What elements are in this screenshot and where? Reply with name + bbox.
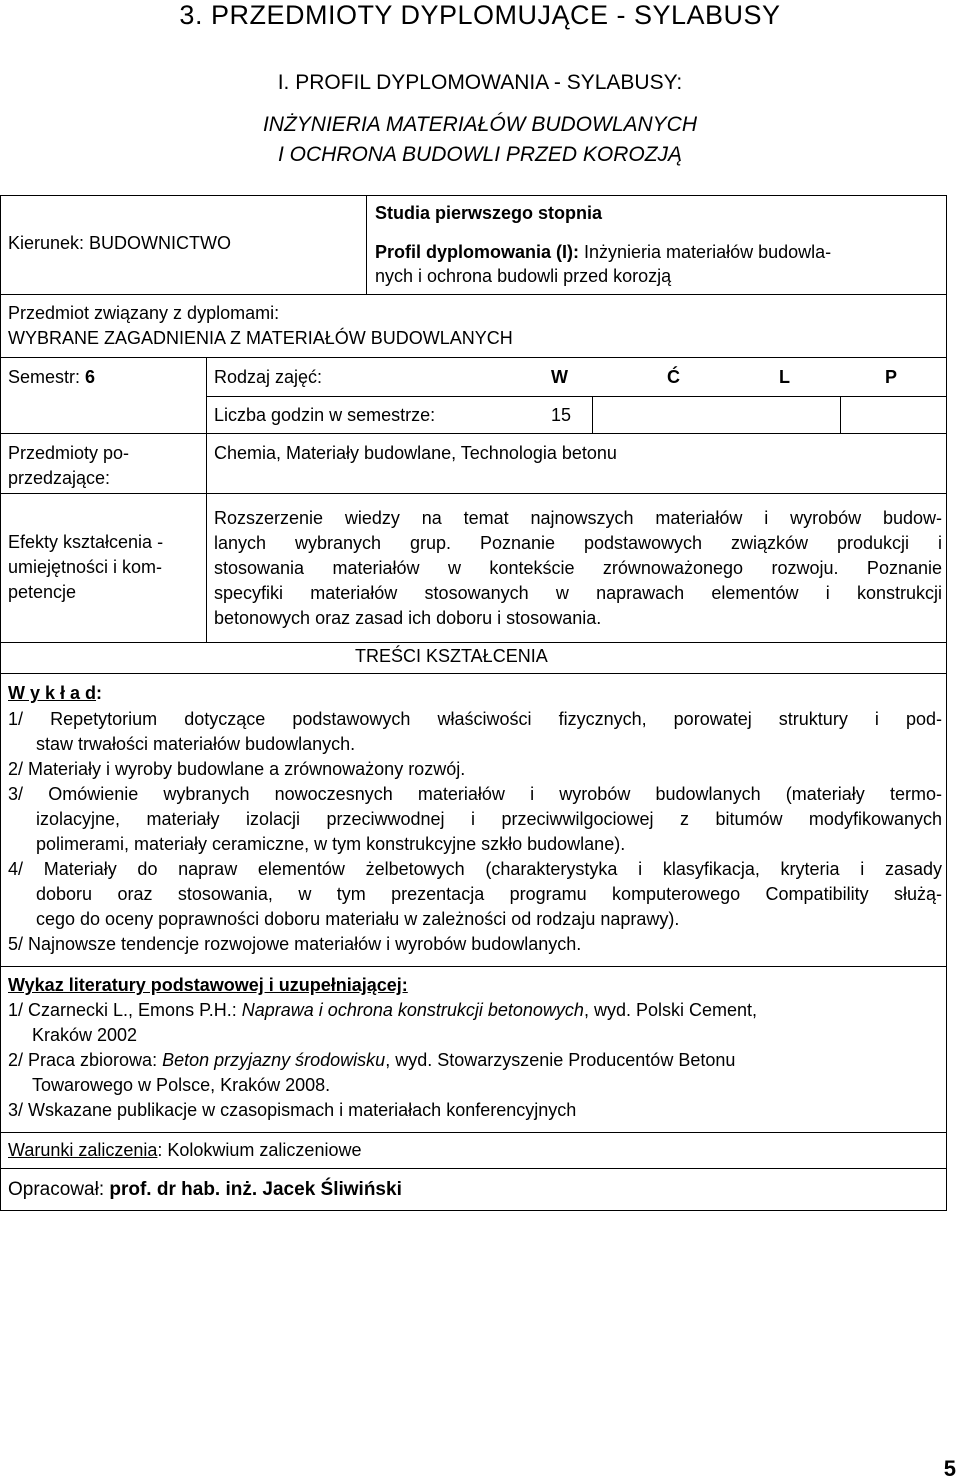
page-number: 5 bbox=[943, 1456, 956, 1481]
divider bbox=[840, 396, 841, 434]
class-type-label: Rodzaj zajęć: bbox=[214, 367, 323, 387]
divider bbox=[592, 396, 593, 434]
divider bbox=[0, 433, 947, 434]
literature-list bbox=[8, 998, 942, 1123]
effects-line: specyfiki materiałów stosowanych w naprawach elementów i konstrukcji bbox=[214, 583, 942, 603]
prereq-value: Chemia, Materiały budowlane, Technologia betonu bbox=[214, 443, 617, 463]
effects-line: lanych wybranych grup. Poznanie podstawowych związków produkcji i bbox=[214, 533, 942, 553]
class-type-c: Ć bbox=[667, 367, 680, 387]
literature-item bbox=[8, 998, 942, 1048]
author bbox=[8, 1177, 402, 1202]
semester bbox=[8, 365, 95, 390]
literature-item bbox=[8, 1098, 942, 1123]
author-label: Opracował: bbox=[8, 1179, 110, 1200]
kierunek bbox=[8, 231, 231, 256]
effects-label-line-1: Efekty kształcenia - bbox=[8, 532, 164, 552]
lecture-item-line: polimerami, materiały ceramiczne, w tym konstrukcyjne szkło budowlane). bbox=[36, 834, 626, 854]
assessment bbox=[8, 1138, 361, 1163]
lecture-label: W y k ł a d bbox=[8, 683, 97, 703]
lecture-item bbox=[8, 707, 942, 757]
divider bbox=[0, 642, 947, 643]
lecture-item bbox=[8, 857, 942, 932]
prereq-label bbox=[8, 441, 129, 491]
page-title: 3. PRZEDMIOTY DYPLOMUJĄCE - SYLABUSY bbox=[179, 0, 781, 30]
divider bbox=[0, 1168, 947, 1169]
prereq-label-line-2: przedzające: bbox=[8, 468, 111, 488]
literature-item bbox=[8, 1048, 942, 1098]
divider bbox=[366, 195, 367, 295]
author-name: prof. dr hab. inż. Jacek Śliwiński bbox=[109, 1179, 402, 1200]
effects-line: Rozszerzenie wiedzy na temat najnowszych materiałów i wyrobów budow- bbox=[214, 508, 942, 528]
assessment-value: : Kolokwium zaliczeniowe bbox=[157, 1140, 362, 1160]
divider bbox=[0, 966, 947, 967]
literature-item-line: 3/ Wskazane publikacje w czasopismach i materiałach konferencyjnych bbox=[8, 1100, 577, 1120]
divider bbox=[0, 1132, 947, 1133]
literature-author: 1/ Czarnecki L., Emons P.H.: bbox=[8, 1000, 242, 1020]
profile-value-line-2: nych i ochrona budowli przed korozją bbox=[375, 266, 672, 286]
profile-label: Profil dyplomowania (I): bbox=[375, 242, 585, 262]
lecture-item bbox=[8, 782, 942, 857]
lecture-item-line: doboru oraz stosowania, w tym prezentacja programu komputerowego Compatibility służą- bbox=[36, 884, 942, 904]
semester-value: 6 bbox=[85, 367, 96, 387]
divider bbox=[0, 493, 947, 494]
hours-label: Liczba godzin w semestrze: bbox=[214, 405, 436, 425]
effects-label bbox=[8, 530, 163, 605]
effects-line: stosowania materiałów w kontekście zrównoważonego rozwoju. Poznanie bbox=[214, 558, 942, 578]
divider bbox=[206, 357, 207, 643]
profile-title-line-2: I OCHRONA BUDOWLI PRZED KOROZJĄ bbox=[277, 143, 683, 166]
literature-publisher: , wyd. Stowarzyszenie Producentów Betonu bbox=[385, 1050, 736, 1070]
effects-label-line-3: petencje bbox=[8, 582, 77, 602]
divider bbox=[206, 396, 947, 397]
lecture-item bbox=[8, 757, 942, 782]
assessment-label: Warunki zaliczenia bbox=[8, 1140, 158, 1160]
lecture-colon: : bbox=[96, 683, 103, 703]
literature-author: 2/ Praca zbiorowa: bbox=[8, 1050, 163, 1070]
lecture-item-line: staw trwałości materiałów budowlanych. bbox=[36, 734, 356, 754]
literature-publisher: , wyd. Polski Cement, bbox=[583, 1000, 758, 1020]
divider bbox=[0, 294, 947, 295]
effects-label-line-2: umiejętności i kom- bbox=[8, 557, 163, 577]
lecture-item-line: 1/ Repetytorium dotyczące podstawowych właściwości fizycznych, porowatej struktury i pod- bbox=[8, 709, 942, 729]
literature-heading: Wykaz literatury podstawowej i uzupełniającej: bbox=[8, 975, 408, 995]
literature-item-line: Kraków 2002 bbox=[32, 1025, 138, 1045]
hours-lecture: 15 bbox=[551, 405, 572, 425]
literature-item-line bbox=[8, 1048, 942, 1073]
semester-label: Semestr: bbox=[8, 367, 86, 387]
effects-text bbox=[214, 506, 942, 631]
profile-title-line-1: INŻYNIERIA MATERIAŁÓW BUDOWLANYCH bbox=[262, 113, 698, 136]
profile-value-line-1: Inżynieria materiałów budowla- bbox=[584, 242, 832, 262]
lecture-item-line: 3/ Omówienie wybranych nowoczesnych materiałów i wyrobów budowlanych (materiały termo- bbox=[8, 784, 942, 804]
effects-line: betonowych oraz zasad ich doboru i stosowania. bbox=[214, 608, 602, 628]
kierunek-value: BUDOWNICTWO bbox=[89, 233, 232, 253]
lecture-item-line: 2/ Materiały i wyroby budowlane a zrównoważony rozwój. bbox=[8, 759, 466, 779]
lecture-item bbox=[8, 932, 942, 957]
class-type-w: W bbox=[551, 367, 568, 387]
divider bbox=[0, 673, 947, 674]
content-heading: TREŚCI KSZTAŁCENIA bbox=[355, 646, 548, 666]
prereq-label-line-1: Przedmioty po- bbox=[8, 443, 130, 463]
literature-item-line bbox=[8, 998, 942, 1023]
study-level: Studia pierwszego stopnia bbox=[375, 203, 603, 223]
profile-title bbox=[0, 110, 960, 170]
divider bbox=[0, 357, 947, 358]
lecture-item-line: 4/ Materiały do napraw elementów żelbetowych (charakterystyka i klasyfikacja, kryteria i zasady bbox=[8, 859, 942, 879]
lecture-heading bbox=[8, 681, 102, 706]
subject-label: Przedmiot związany z dyplomami: bbox=[8, 303, 280, 323]
class-type-p: P bbox=[885, 367, 898, 387]
subject-name: WYBRANE ZAGADNIENIA Z MATERIAŁÓW BUDOWLANYCH bbox=[8, 328, 513, 348]
section-subtitle: I. PROFIL DYPLOMOWANIA - SYLABUSY: bbox=[277, 71, 683, 94]
literature-title: Naprawa i ochrona konstrukcji betonowych bbox=[241, 1000, 584, 1020]
lecture-items bbox=[8, 707, 942, 957]
literature-title: Beton przyjazny środowisku bbox=[162, 1050, 386, 1070]
kierunek-label: Kierunek: bbox=[8, 233, 90, 253]
lecture-item-line: cego do oceny poprawności doboru materiału w zależności od rodzaju naprawy). bbox=[36, 909, 680, 929]
lecture-item-line: izolacyjne, materiały izolacji przeciwwodnej i przeciwwilgociowej z bitumów modyfikowanych bbox=[36, 809, 942, 829]
profile-info bbox=[375, 240, 831, 265]
lecture-item-line: 5/ Najnowsze tendencje rozwojowe materiałów i wyrobów budowlanych. bbox=[8, 934, 582, 954]
literature-item-line: Towarowego w Polsce, Kraków 2008. bbox=[32, 1075, 331, 1095]
class-type-l: L bbox=[779, 367, 790, 387]
